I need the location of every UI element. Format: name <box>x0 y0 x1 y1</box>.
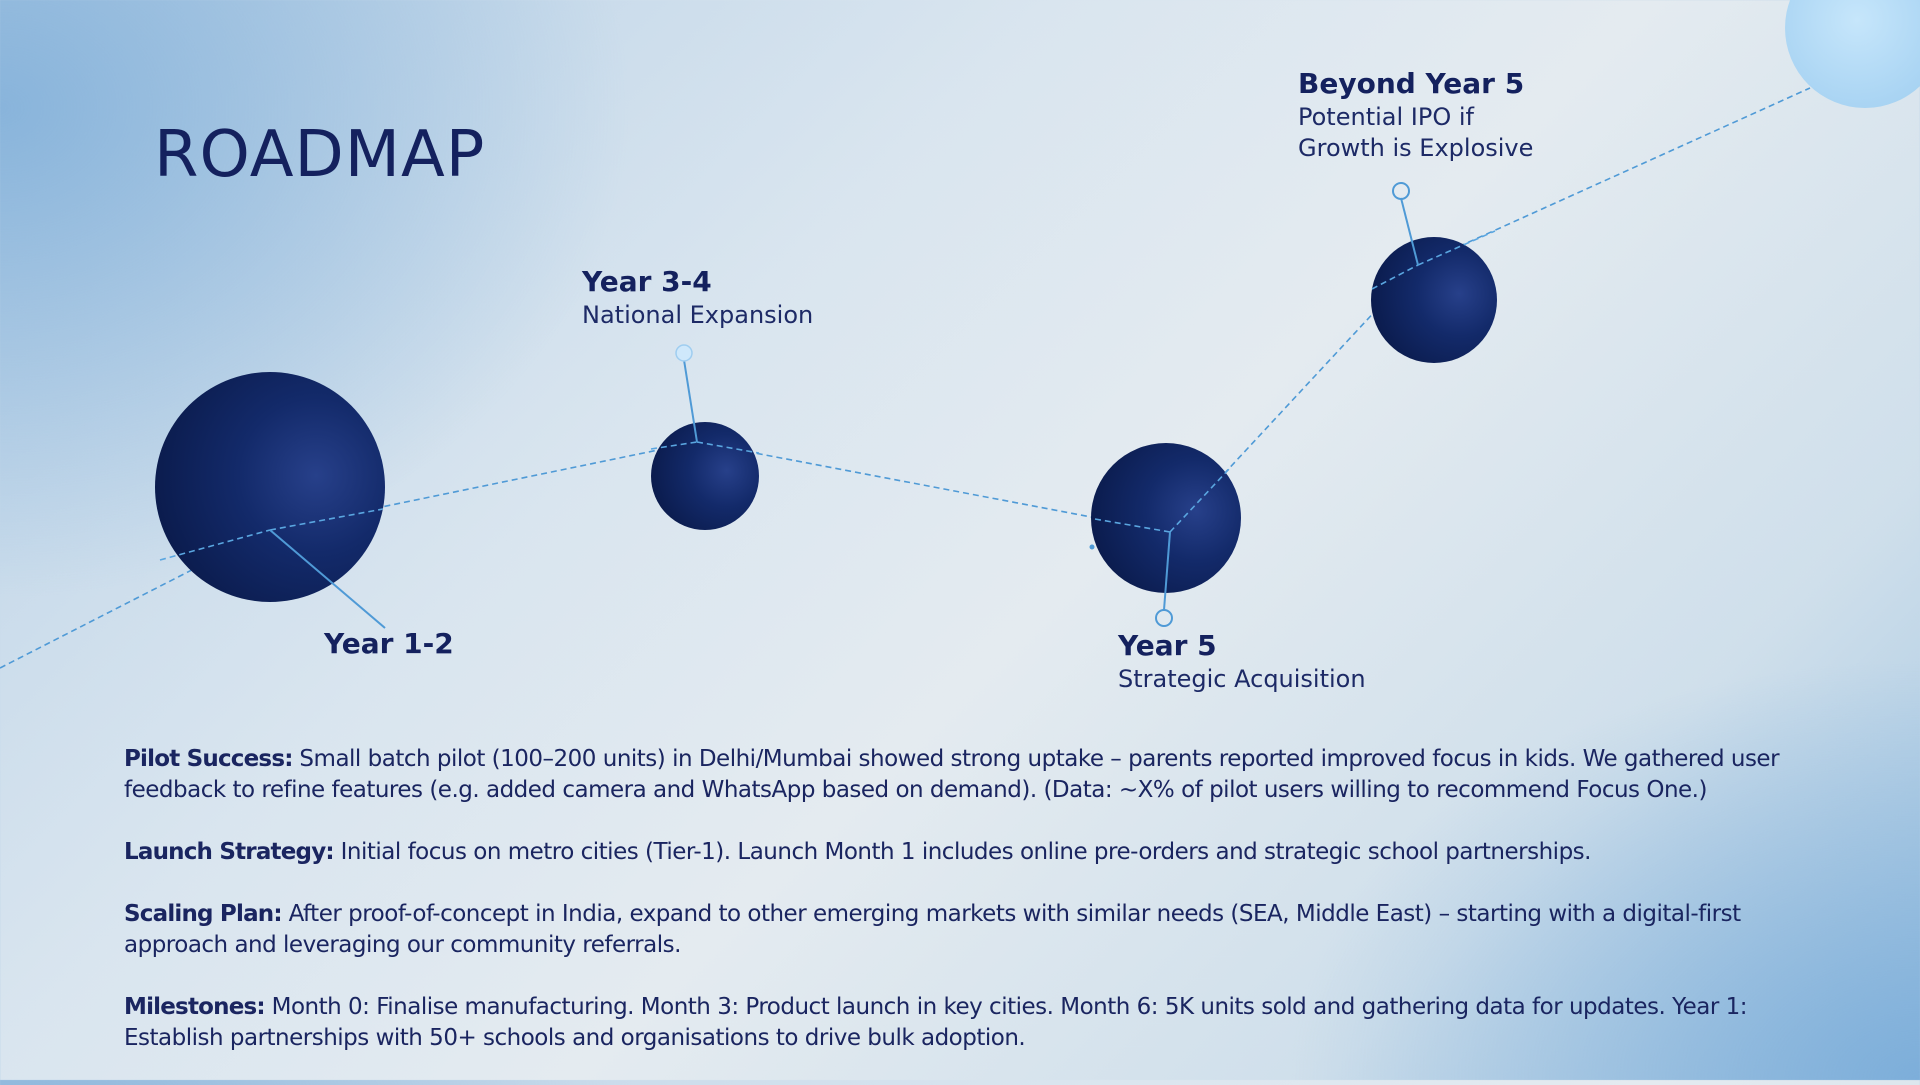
milestone-description: National Expansion <box>582 301 814 329</box>
detail-text: Month 0: Finalise manufacturing. Month 3: Product launch in key cities. Month 6: 5K units sold and gathering data for updates. Year 1: Establish partnerships with 50+ schools and organisations to drive bulk adoption. <box>124 994 1748 1051</box>
detail-pilot-success <box>124 744 1824 806</box>
detail-scaling-plan <box>124 899 1824 961</box>
milestone-year-1-2 <box>324 626 454 662</box>
milestone-beyond-year-5 <box>1298 66 1533 164</box>
milestone-sphere-beyond-year-5 <box>1371 237 1497 363</box>
milestone-sphere-year-5 <box>1091 443 1241 593</box>
milestone-year-5 <box>1118 628 1366 695</box>
detail-heading: Launch Strategy: <box>124 839 334 865</box>
milestone-description: Strategic Acquisition <box>1118 665 1366 693</box>
milestone-sphere-year-1-2 <box>155 372 385 602</box>
detail-launch-strategy <box>124 837 1824 868</box>
corner-decoration <box>1785 0 1920 108</box>
detail-heading: Milestones: <box>124 994 265 1020</box>
details-section <box>124 744 1824 1085</box>
milestone-label: Year 1-2 <box>324 627 454 660</box>
detail-text: Small batch pilot (100–200 units) in Delhi/Mumbai showed strong uptake – parents reported improved focus in kids. We gathered user feedback to refine features (e.g. added camera and WhatsApp based on demand). (Data: ~X% of pilot users willing to recommend Focus One.) <box>124 746 1780 803</box>
milestone-label: Year 5 <box>1118 629 1217 662</box>
detail-heading: Scaling Plan: <box>124 901 282 927</box>
detail-text: After proof-of-concept in India, expand to other emerging markets with similar needs (SEA, Middle East) – starting with a digital-first approach and leveraging our community referrals. <box>124 901 1741 958</box>
pin-ring-beyond-year-5 <box>1393 183 1409 199</box>
milestone-label: Beyond Year 5 <box>1298 67 1525 100</box>
milestone-description: Potential IPO if Growth is Explosive <box>1298 103 1534 162</box>
detail-heading: Pilot Success: <box>124 746 293 772</box>
detail-text: Initial focus on metro cities (Tier-1). Launch Month 1 includes online pre-orders and strategic school partnerships. <box>333 839 1591 865</box>
detail-milestones <box>124 992 1824 1054</box>
page-title: ROADMAP <box>154 118 486 192</box>
milestone-label: Year 3-4 <box>582 265 712 298</box>
pin-ring-year-5 <box>1156 610 1172 626</box>
milestone-year-3-4 <box>582 264 813 331</box>
pin-dot-year-3-4 <box>676 345 692 361</box>
path-dot <box>1090 545 1095 550</box>
label-connectors <box>270 198 1418 628</box>
milestone-sphere-year-3-4 <box>651 422 759 530</box>
